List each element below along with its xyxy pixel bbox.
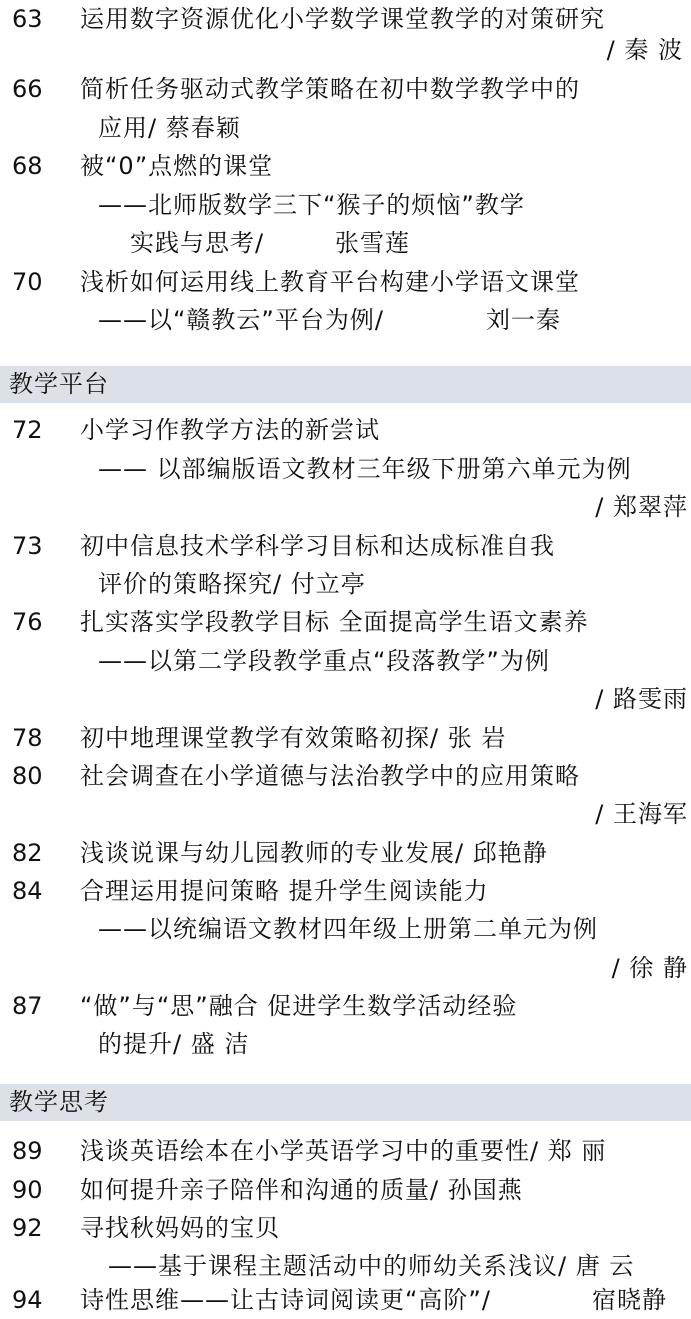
toc-entry-90[interactable] (0, 1171, 691, 1209)
toc-entry-63-author-line (0, 31, 691, 69)
toc-entry-70-subtitle (0, 301, 691, 339)
entry-title: 初中信息技术学科学习目标和达成标准自我 (80, 532, 555, 560)
toc-entry-92[interactable] (0, 1209, 691, 1247)
entry-author: / 徐 静 (611, 954, 688, 982)
entry-author: / 秦 波 (606, 36, 683, 64)
entry-title-continuation: 应用/ 蔡春颖 (98, 114, 241, 142)
entry-subtitle: ——以第二学段教学重点“段落教学”为例 (98, 647, 550, 675)
entry-title: 被“0”点燃的课堂 (80, 152, 274, 180)
page-number: 73 (12, 532, 43, 560)
toc-entry-70[interactable] (0, 263, 691, 301)
entry-title: 合理运用提问策略 提升学生阅读能力 (80, 877, 489, 905)
page-number: 84 (12, 877, 43, 905)
page-number: 68 (12, 152, 43, 180)
entry-title: 小学习作教学方法的新尝试 (80, 416, 380, 444)
section-header-thinking (0, 1084, 691, 1121)
entry-title: “做”与“思”融合 促进学生数学活动经验 (80, 992, 518, 1020)
page-number: 90 (12, 1176, 43, 1204)
toc-entry-68[interactable] (0, 147, 691, 185)
entry-title: 社会调查在小学道德与法治教学中的应用策略 (80, 762, 580, 790)
entry-author: / 路雯雨 (595, 685, 688, 713)
section-header-platform (0, 366, 691, 403)
entry-subtitle: ——以“赣教云”平台为例/ (98, 306, 384, 334)
toc-entry-73-cont (0, 565, 691, 603)
section-title: 教学平台 (9, 370, 109, 398)
entry-author: 张雪莲 (335, 229, 410, 257)
entry-author: / 郑翠萍 (595, 493, 688, 521)
toc-entry-72-author-line (0, 488, 691, 526)
page-number: 70 (12, 268, 43, 296)
toc-entry-87-cont (0, 1025, 691, 1063)
page-number: 63 (12, 5, 43, 33)
entry-title-continuation: 的提升/ 盛 洁 (98, 1030, 250, 1058)
toc-entry-72[interactable] (0, 411, 691, 449)
toc-entry-82[interactable] (0, 834, 691, 872)
toc-entry-80-author-line (0, 795, 691, 833)
entry-author: / 王海军 (595, 800, 688, 828)
entry-title: 运用数字资源优化小学数学课堂教学的对策研究 (80, 5, 605, 33)
page-number: 80 (12, 762, 43, 790)
entry-title-continuation: 评价的策略探究/ 付立亭 (98, 570, 366, 598)
toc-entry-80[interactable] (0, 757, 691, 795)
entry-author: 宿晓静 (592, 1286, 667, 1314)
page-number: 76 (12, 608, 43, 636)
page-number: 87 (12, 992, 43, 1020)
entry-title: 浅谈英语绘本在小学英语学习中的重要性/ 郑 丽 (80, 1137, 607, 1165)
entry-subtitle: ——北师版数学三下“猴子的烦恼”教学 (98, 191, 525, 219)
entry-title: 初中地理课堂教学有效策略初探/ 张 岩 (80, 724, 507, 752)
page-number: 89 (12, 1137, 43, 1165)
entry-title: 扎实落实学段教学目标 全面提高学生语文素养 (80, 608, 589, 636)
toc-entry-87[interactable] (0, 987, 691, 1025)
page-number: 66 (12, 75, 43, 103)
toc-entry-73[interactable] (0, 527, 691, 565)
toc-entry-84[interactable] (0, 872, 691, 910)
entry-author: 刘一秦 (486, 306, 561, 334)
page-number: 78 (12, 724, 43, 752)
entry-subtitle: ——基于课程主题活动中的师幼关系浅议/ 唐 云 (108, 1252, 635, 1280)
entry-title: 诗性思维——让古诗词阅读更“高阶”/ (80, 1286, 491, 1314)
toc-entry-72-subtitle (0, 450, 691, 488)
entry-title: 寻找秋妈妈的宝贝 (80, 1214, 280, 1242)
entry-title: 浅谈说课与幼儿园教师的专业发展/ 邱艳静 (80, 839, 548, 867)
toc-entry-78[interactable] (0, 719, 691, 757)
entry-subtitle-continuation: 实践与思考/ (130, 229, 265, 257)
entry-title: 简析任务驱动式教学策略在初中数学教学中的 (80, 75, 580, 103)
toc-entry-89[interactable] (0, 1132, 691, 1170)
toc-entry-94[interactable] (0, 1281, 691, 1319)
page-number: 72 (12, 416, 43, 444)
toc-entry-66-cont (0, 109, 691, 147)
toc-entry-92-subtitle (0, 1247, 691, 1285)
toc-entry-76-author-line (0, 680, 691, 718)
toc-entry-76[interactable] (0, 603, 691, 641)
toc-entry-68-subtitle (0, 186, 691, 224)
toc-entry-84-subtitle (0, 910, 691, 948)
page-number: 82 (12, 839, 43, 867)
entry-subtitle: —— 以部编版语文教材三年级下册第六单元为例 (98, 455, 632, 483)
section-title: 教学思考 (9, 1088, 109, 1116)
toc-entry-84-author-line (0, 949, 691, 987)
toc-entry-76-subtitle (0, 642, 691, 680)
page-number: 92 (12, 1214, 43, 1242)
entry-subtitle: ——以统编语文教材四年级上册第二单元为例 (98, 915, 598, 943)
entry-title: 浅析如何运用线上教育平台构建小学语文课堂 (80, 268, 580, 296)
entry-title: 如何提升亲子陪伴和沟通的质量/ 孙国燕 (80, 1176, 523, 1204)
page-number: 94 (12, 1286, 43, 1314)
toc-entry-66[interactable] (0, 70, 691, 108)
toc-entry-68-subtitle-cont (0, 224, 691, 262)
